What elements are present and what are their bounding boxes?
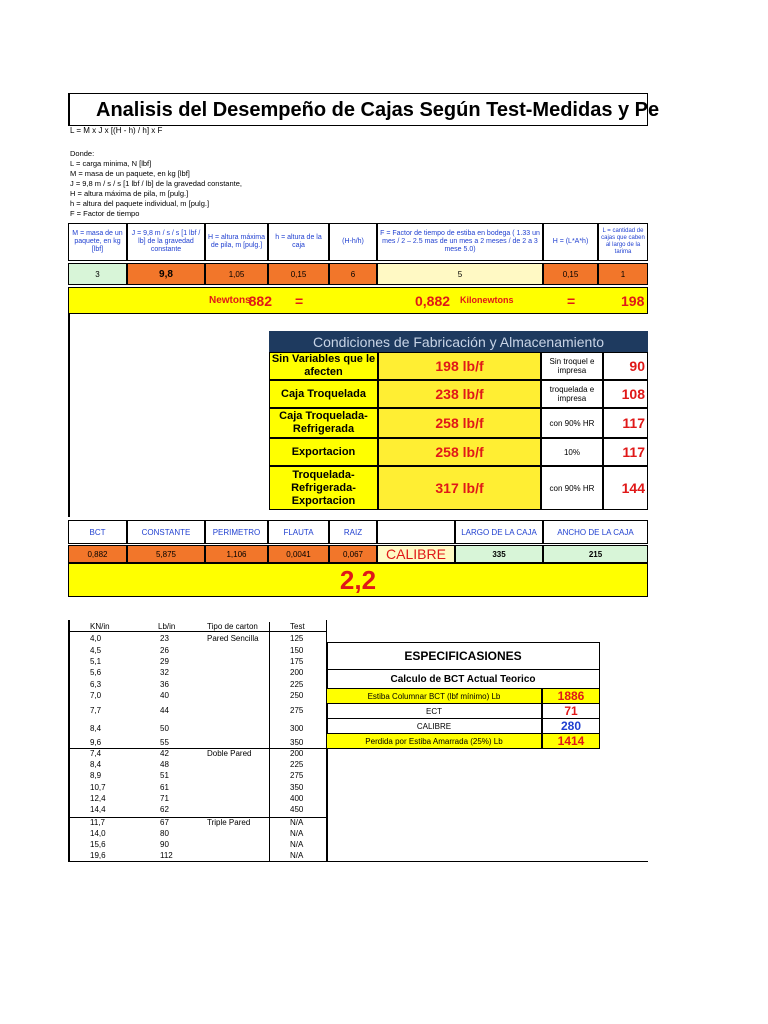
legend-line: L = carga minima, N [lbf] [70, 159, 152, 168]
ref-table-header [68, 622, 326, 632]
ref-cell-kn: 12,4 [90, 794, 106, 803]
ref-table-row [68, 737, 328, 748]
condition-value: 258 lb/f [378, 438, 541, 466]
ref-cell-kn: 19,6 [90, 851, 106, 860]
condition-right-value: 117 [603, 438, 648, 466]
ref-cell-test: 400 [290, 794, 304, 803]
ref-cell-kn: 14,0 [90, 829, 106, 838]
bct-value: 0,882 [68, 545, 127, 563]
ref-cell-lb: 90 [160, 840, 169, 849]
spec-value: 1886 [542, 689, 600, 704]
ref-col-tipo: Tipo de carton [207, 622, 258, 631]
param-header-lah: H = (L*A*h) [543, 223, 598, 261]
spec-label: Estiba Columnar BCT (lbf mínimo) Lb [327, 689, 542, 704]
conditions-frame [68, 314, 70, 517]
ref-divider [68, 817, 326, 818]
ref-table-row [68, 679, 328, 690]
bct-header: CONSTANTE [127, 520, 205, 544]
ref-cell-lb: 62 [160, 805, 169, 814]
ref-table-row [68, 817, 328, 828]
bct-value: 0,067 [329, 545, 377, 563]
spec-label: ECT [327, 704, 542, 719]
ref-cell-kn: 4,5 [90, 646, 102, 655]
param-header-h: H = altura máxima de pila, m [pulg.] [205, 223, 268, 261]
ref-cell-test: 300 [290, 724, 304, 733]
result-newtons-unit: Newtons [209, 295, 251, 306]
param-header-hcaja: h = altura de la caja [268, 223, 329, 261]
param-value-l: 1 [598, 263, 648, 285]
param-value-lah: 0,15 [543, 263, 598, 285]
ref-cell-kn: 15,6 [90, 840, 106, 849]
legend-line: Donde: [70, 149, 95, 158]
ref-table-row [68, 690, 328, 701]
param-header-l: L = cantidad de cajas que caben al largo de la tarima [598, 223, 648, 261]
ref-cell-kn: 11,7 [90, 818, 105, 827]
condition-value: 198 lb/f [378, 352, 541, 380]
ref-cell-lb: 36 [160, 680, 169, 689]
ref-table-row [68, 759, 328, 770]
param-header-ratio: (H-h/h) [329, 223, 377, 261]
result-equals-2: = [567, 293, 576, 309]
ref-cell-kn: 14,4 [90, 805, 106, 814]
ref-cell-lb: 51 [160, 771, 169, 780]
ref-cell-kn: 7,7 [90, 706, 102, 715]
param-header-m: M = masa de un paquete, en kg [lbf] [68, 223, 127, 261]
ref-cell-kn: 8,4 [90, 724, 102, 733]
specs-title: ESPECIFICASIONES [327, 642, 600, 670]
param-value-h: 1,05 [205, 263, 268, 285]
bct-header: FLAUTA [268, 520, 329, 544]
ref-cell-lb: 67 [160, 818, 169, 827]
condition-label: Sin Variables que le afecten [269, 352, 378, 380]
result-kilonewtons: 0,882 [415, 293, 451, 309]
result-newtons: 882 [248, 293, 272, 309]
bct-header: RAIZ [329, 520, 377, 544]
ref-cell-kn: 4,0 [90, 634, 102, 643]
legend-line: F = Factor de tiempo [70, 209, 140, 218]
ref-table-row [68, 645, 328, 656]
result-row [68, 287, 648, 314]
legend-line: H = altura máxima de pila, m [pulg.] [70, 189, 189, 198]
legend-block [70, 149, 242, 219]
ref-table-row [68, 633, 328, 644]
bct-header: BCT [68, 520, 127, 544]
legend-line: M = masa de un paquete, en kg [lbf] [70, 169, 190, 178]
ref-cell-test: 275 [290, 771, 304, 780]
ref-cell-test: 450 [290, 805, 304, 814]
ref-divider [68, 748, 326, 749]
ref-cell-kn: 5,6 [90, 668, 102, 677]
condition-value: 258 lb/f [378, 408, 541, 438]
ref-table-row [68, 804, 328, 815]
ref-cell-test: 200 [290, 668, 304, 677]
ref-cell-test: 350 [290, 738, 304, 747]
bct-header: PERIMETRO [205, 520, 268, 544]
condition-label: Caja Troquelada-Refrigerada [269, 408, 378, 438]
ref-cell-tipo: Doble Pared [207, 749, 252, 758]
spec-label: Perdida por Estiba Amarrada (25%) Lb [327, 734, 542, 749]
ref-cell-lb: 42 [160, 749, 169, 758]
ref-cell-test: N/A [290, 851, 304, 860]
ref-table-row [68, 748, 328, 759]
ref-table-row [68, 723, 328, 734]
spec-label: CALIBRE [327, 719, 542, 734]
largo-value: 335 [455, 545, 543, 563]
condition-label: Troquelada-Refrigerada-Exportacion [269, 466, 378, 510]
ref-table-row [68, 850, 328, 861]
ref-cell-lb: 32 [160, 668, 169, 677]
bct-header: LARGO DE LA CAJA [455, 520, 543, 544]
legend-line: J = 9,8 m / s / s [1 lbf / lb] de la gravedad constante, [70, 179, 242, 188]
ref-cell-kn: 8,4 [90, 760, 102, 769]
ref-cell-kn: 9,6 [90, 738, 102, 747]
condition-note: Sin troquel e impresa [541, 352, 603, 380]
title-bar [68, 93, 660, 126]
ref-cell-lb: 23 [160, 634, 169, 643]
calibre-label: CALIBRE [377, 545, 455, 563]
ref-table-row [68, 705, 328, 716]
ref-cell-test: 150 [290, 646, 304, 655]
bct-value: 0,0041 [268, 545, 329, 563]
condition-note: 10% [541, 438, 603, 466]
condition-value: 317 lb/f [378, 466, 541, 510]
param-value-m: 3 [68, 263, 127, 285]
ref-cell-tipo: Pared Sencilla [207, 634, 259, 643]
result-kn-unit: Kilonewtons [460, 295, 514, 305]
condition-note: con 90% HR [541, 466, 603, 510]
param-value-f: 5 [377, 263, 543, 285]
ref-cell-test: 350 [290, 783, 304, 792]
ref-cell-lb: 55 [160, 738, 169, 747]
ancho-value: 215 [543, 545, 648, 563]
result-lbf: 198 [621, 293, 645, 309]
ref-cell-lb: 26 [160, 646, 169, 655]
condition-note: con 90% HR [541, 408, 603, 438]
ref-cell-test: N/A [290, 818, 304, 827]
formula-line: L = M x J x [(H - h) / h] x F [70, 126, 163, 135]
ref-cell-lb: 71 [160, 794, 169, 803]
condition-right-value: 117 [603, 408, 648, 438]
spec-value: 280 [542, 719, 600, 734]
ref-col-lb: Lb/in [158, 622, 176, 631]
ref-cell-test: 250 [290, 691, 304, 700]
result-equals-1: = [295, 293, 304, 309]
calibre-result: 2,2 [68, 563, 648, 597]
ref-cell-test: 175 [290, 657, 304, 666]
condition-right-value: 90 [603, 352, 648, 380]
param-value-ratio: 6 [329, 263, 377, 285]
ref-col-kn: KN/in [90, 622, 110, 631]
param-value-j: 9,8 [127, 263, 205, 285]
page-title: Analisis del Desempeño de Cajas Según Test-Medidas y Pe [96, 99, 660, 121]
ref-cell-kn: 10,7 [90, 783, 106, 792]
ref-cell-kn: 5,1 [90, 657, 102, 666]
ref-cell-test: 225 [290, 680, 304, 689]
ref-cell-test: 125 [290, 634, 304, 643]
ref-table-row [68, 793, 328, 804]
param-header-f: F = Factor de tiempo de estiba en bodega ( 1.33 un mes / 2 – 2.5 mas de un mes a 2 meses / de 2 a 3 mese 5.0) [377, 223, 543, 261]
specs-subtitle: Calculo de BCT Actual Teorico [327, 670, 600, 689]
ref-cell-kn: 6,3 [90, 680, 102, 689]
ref-table-row [68, 656, 328, 667]
bct-value: 5,875 [127, 545, 205, 563]
ref-table-row [68, 828, 328, 839]
conditions-header: Condiciones de Fabricación y Almacenamiento [269, 331, 648, 352]
param-header-j: J = 9,8 m / s / s [1 lbf / lb] de la gravedad constante [127, 223, 205, 261]
condition-right-value: 144 [603, 466, 648, 510]
condition-label: Caja Troquelada [269, 380, 378, 408]
ref-cell-kn: 7,4 [90, 749, 102, 758]
ref-cell-lb: 50 [160, 724, 169, 733]
ref-cell-kn: 7,0 [90, 691, 102, 700]
ref-table-row [68, 782, 328, 793]
ref-cell-kn: 8,9 [90, 771, 102, 780]
ref-cell-lb: 61 [160, 783, 169, 792]
ref-table-row [68, 770, 328, 781]
bct-header [377, 520, 455, 544]
spec-value: 71 [542, 704, 600, 719]
ref-col-test: Test [290, 622, 305, 631]
page-bottom-rule [68, 861, 648, 862]
ref-cell-lb: 29 [160, 657, 169, 666]
param-value-hcaja: 0,15 [268, 263, 329, 285]
bct-header: ANCHO DE LA CAJA [543, 520, 648, 544]
ref-cell-lb: 112 [160, 851, 173, 860]
condition-right-value: 108 [603, 380, 648, 408]
ref-cell-lb: 80 [160, 829, 169, 838]
ref-table-row [68, 667, 328, 678]
ref-cell-lb: 40 [160, 691, 169, 700]
legend-line: h = altura del paquete individual, m [pulg.] [70, 199, 210, 208]
spec-value: 1414 [542, 734, 600, 749]
ref-cell-test: 225 [290, 760, 304, 769]
ref-cell-test: N/A [290, 840, 304, 849]
ref-cell-lb: 48 [160, 760, 169, 769]
condition-note: troquelada e impresa [541, 380, 603, 408]
ref-cell-lb: 44 [160, 706, 169, 715]
bct-value: 1,106 [205, 545, 268, 563]
ref-cell-test: 200 [290, 749, 304, 758]
condition-value: 238 lb/f [378, 380, 541, 408]
condition-label: Exportacion [269, 438, 378, 466]
ref-cell-test: 275 [290, 706, 304, 715]
ref-table-row [68, 839, 328, 850]
ref-cell-tipo: Triple Pared [207, 818, 251, 827]
ref-cell-test: N/A [290, 829, 304, 838]
